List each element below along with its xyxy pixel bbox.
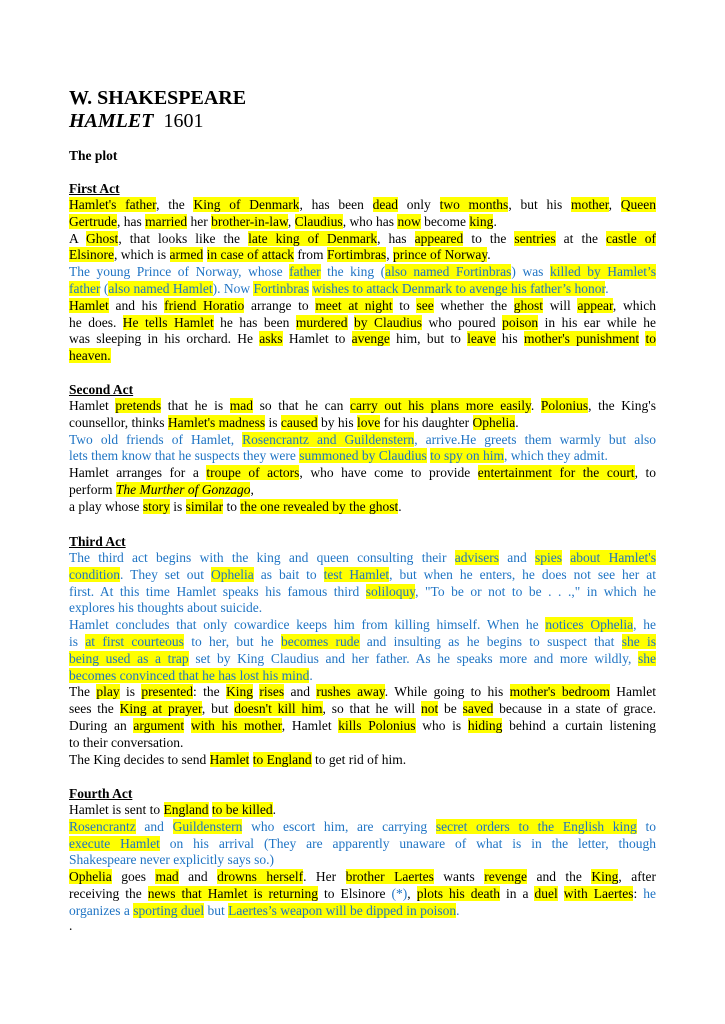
- act-heading: First Act: [69, 181, 120, 196]
- text-segment: , has been: [299, 197, 373, 212]
- highlighted-phrase: Claudius: [294, 213, 343, 229]
- text-segment: be: [438, 701, 463, 717]
- highlighted-phrase: mother's punishment: [523, 331, 640, 347]
- text-segment: , the: [156, 197, 194, 212]
- act-heading: Third Act: [69, 534, 126, 549]
- highlighted-phrase: summoned by Claudius: [299, 448, 427, 464]
- text-line: [69, 802, 656, 819]
- highlighted-phrase: Ghost: [86, 230, 119, 246]
- highlighted-phrase: kills Polonius: [338, 718, 416, 733]
- highlighted-phrase: Ophelia: [69, 869, 112, 885]
- text-segment: Two old friends of Hamlet,: [69, 431, 243, 447]
- text-line: [69, 617, 656, 634]
- text-segment: During an: [69, 718, 134, 733]
- text-segment: , who have come to provide: [299, 465, 478, 481]
- highlighted-phrase: King: [591, 869, 619, 885]
- text-segment: , who has: [342, 213, 398, 229]
- text-segment: he: [643, 886, 656, 901]
- highlighted-phrase: married: [145, 213, 188, 229]
- text-segment: explores his thoughts about suicide.: [69, 600, 263, 616]
- highlighted-phrase: Elsinore: [69, 247, 114, 263]
- text-segment: , but his: [508, 197, 571, 212]
- text-segment: , he: [633, 617, 656, 633]
- text-segment: (*): [391, 886, 408, 901]
- text-segment: and insulting as he begins to suspect that: [359, 634, 622, 649]
- text-segment: as bait to: [253, 566, 324, 582]
- text-segment: was sleeping in his orchard. He: [69, 331, 260, 347]
- text-segment: but: [204, 902, 229, 918]
- text-segment: . Her: [303, 869, 346, 885]
- text-segment: from: [293, 247, 327, 263]
- highlighted-phrase: about Hamlet's: [570, 550, 656, 565]
- text-line: [69, 869, 656, 886]
- text-line: [69, 735, 656, 752]
- highlighted-phrase: to England: [252, 751, 312, 767]
- highlighted-phrase: heaven.: [69, 348, 111, 364]
- text-line: [69, 584, 656, 601]
- text-segment: whether the: [433, 297, 514, 313]
- text-line: [69, 668, 656, 685]
- text-line: [69, 852, 656, 869]
- text-line: [69, 752, 656, 769]
- highlighted-phrase: Fortimbras: [326, 247, 387, 263]
- text-line: [69, 684, 656, 701]
- highlighted-phrase: soliloquy: [365, 583, 416, 599]
- play-year: 1601: [163, 110, 204, 132]
- text-segment: , after: [618, 869, 656, 885]
- text-segment: , has: [377, 230, 415, 246]
- highlighted-phrase: brother-in-law: [211, 213, 288, 229]
- highlighted-phrase: execute Hamlet: [69, 835, 160, 851]
- text-segment: ,: [250, 482, 254, 497]
- text-segment: , so that he will: [322, 701, 421, 717]
- highlighted-phrase: Polonius: [540, 398, 589, 413]
- text-line: [69, 600, 656, 617]
- highlighted-phrase: Rosencrantz and Guildenstern: [242, 431, 415, 447]
- text-line: [69, 836, 656, 853]
- highlighted-phrase: becomes rude: [280, 634, 360, 649]
- text-segment: to her, but he: [183, 634, 281, 649]
- highlighted-phrase: love: [357, 414, 381, 430]
- highlighted-phrase: Fortinbras: [253, 281, 309, 296]
- text-segment: to Elsinore: [318, 886, 392, 901]
- text-segment: will: [543, 297, 578, 313]
- text-line: [69, 718, 656, 735]
- text-segment: wants: [433, 869, 485, 885]
- text-segment: (: [100, 281, 109, 296]
- text-line: [69, 281, 656, 298]
- text-line: [69, 432, 656, 449]
- text-segment: him, but to: [389, 331, 468, 347]
- highlighted-phrase: appeared: [414, 230, 464, 246]
- highlighted-phrase: ghost: [513, 297, 544, 313]
- text-line: [69, 482, 656, 499]
- text-line: [69, 214, 656, 231]
- highlighted-phrase: to: [645, 331, 656, 347]
- highlighted-phrase: by Claudius: [354, 314, 422, 330]
- highlighted-phrase: late king of Denmark: [248, 230, 378, 246]
- plot-heading: The plot: [69, 148, 118, 163]
- highlighted-phrase: poison: [502, 314, 539, 330]
- text-segment: :: [633, 886, 644, 901]
- highlighted-phrase: with Laertes: [563, 886, 634, 901]
- text-segment: in his ear while he: [538, 314, 656, 330]
- highlighted-phrase: sentries: [514, 230, 556, 246]
- text-segment: his: [495, 331, 524, 347]
- text-segment: Shakespeare never explicitly says so.): [69, 852, 275, 868]
- text-segment: , that looks like the: [118, 230, 249, 246]
- highlighted-phrase: father: [69, 281, 101, 296]
- highlighted-phrase: avenge: [351, 331, 390, 347]
- highlighted-phrase: sporting duel: [133, 902, 205, 918]
- text-segment: who escort him, are carrying: [242, 818, 436, 834]
- highlighted-phrase: asks: [259, 331, 283, 347]
- highlighted-phrase: pretends: [115, 398, 162, 413]
- text-segment: he has been: [213, 314, 296, 330]
- highlighted-phrase: He tells Hamlet: [122, 314, 214, 330]
- highlighted-phrase: entertainment for the court: [477, 465, 635, 481]
- text-segment: , has: [116, 213, 146, 229]
- highlighted-phrase: to spy on him: [430, 448, 504, 464]
- text-segment: to the: [463, 230, 515, 246]
- highlighted-phrase: Ophelia: [211, 566, 254, 582]
- highlighted-phrase: England: [163, 802, 209, 817]
- highlighted-phrase: presented: [141, 684, 194, 700]
- highlighted-phrase: Hamlet's father: [69, 197, 157, 212]
- text-line: [69, 465, 656, 482]
- highlighted-phrase: leave: [467, 331, 496, 347]
- text-line: [69, 231, 656, 248]
- text-segment: , which is: [114, 247, 170, 263]
- text-segment: only: [398, 197, 440, 212]
- text-segment: at the: [555, 230, 606, 246]
- highlighted-phrase: see: [416, 297, 434, 313]
- highlighted-phrase: King at prayer: [119, 701, 202, 717]
- text-segment: to get rid of him.: [311, 751, 407, 767]
- text-segment: , but: [201, 701, 235, 717]
- text-segment: Hamlet: [609, 684, 656, 700]
- text-segment: , which: [612, 297, 656, 313]
- highlighted-phrase: at first courteous: [85, 634, 184, 649]
- text-segment: to their conversation.: [69, 734, 184, 750]
- text-segment: receiving the: [69, 886, 148, 901]
- highlighted-phrase: brother Laertes: [345, 869, 434, 885]
- text-line: [69, 651, 656, 668]
- highlighted-phrase: King of Denmark: [193, 197, 300, 212]
- text-line: [69, 634, 656, 651]
- text-segment: , to: [634, 465, 656, 481]
- text-segment: , the King's: [588, 398, 656, 413]
- highlighted-phrase: story: [142, 498, 170, 514]
- highlighted-phrase: duel: [534, 886, 558, 901]
- highlighted-phrase: saved: [462, 701, 494, 717]
- text-segment: ) was: [511, 264, 550, 280]
- text-segment: .: [487, 247, 491, 263]
- text-segment: so that he can: [252, 398, 350, 413]
- text-segment: behind a curtain listening: [502, 718, 656, 733]
- text-segment: and: [498, 550, 536, 565]
- highlighted-phrase: Hamlet's madness: [167, 414, 266, 430]
- text-line: [69, 348, 656, 365]
- highlighted-phrase: becomes convinced that he has lost his mind: [69, 667, 310, 683]
- highlighted-phrase: murdered: [295, 314, 348, 330]
- text-segment: . While going to his: [384, 684, 510, 700]
- text-segment: organizes a: [69, 902, 134, 918]
- highlighted-phrase: dead: [372, 197, 399, 212]
- text-segment: lets them know that he suspects they were: [69, 448, 300, 464]
- highlighted-phrase: father: [289, 264, 321, 280]
- text-line: [69, 264, 656, 281]
- text-segment: because in a state of grace.: [493, 701, 656, 717]
- highlighted-phrase: carry out his plans more easily: [349, 398, 531, 413]
- highlighted-phrase: King: [226, 684, 253, 700]
- highlighted-phrase: being used as a trap: [69, 650, 189, 666]
- text-segment: Hamlet: [69, 398, 116, 413]
- highlighted-phrase: spies: [535, 550, 563, 565]
- highlighted-phrase: Gertrude: [69, 213, 117, 229]
- text-segment: by his: [317, 414, 358, 430]
- highlighted-phrase: mother's bedroom: [509, 684, 610, 700]
- text-segment: that he is: [161, 398, 230, 413]
- highlighted-phrase: meet at night: [315, 297, 393, 313]
- act-heading: Fourth Act: [69, 786, 133, 801]
- text-segment: in a: [499, 886, 535, 901]
- text-segment: on his arrival (They are apparently unaware of what is in the letter, though: [159, 835, 656, 851]
- text-segment: The: [69, 684, 97, 700]
- text-segment: to: [223, 498, 241, 514]
- highlighted-phrase: test Hamlet: [323, 566, 390, 582]
- text-segment: first. At this time Hamlet speaks his famous third: [69, 583, 366, 599]
- text-segment: .: [398, 498, 402, 514]
- highlighted-phrase: drowns herself: [217, 869, 304, 885]
- text-segment: .: [272, 802, 276, 817]
- text-segment: The King decides to send: [69, 751, 210, 767]
- highlighted-phrase: armed: [169, 247, 204, 263]
- text-segment: and: [178, 869, 218, 885]
- text-segment: Hamlet is sent to: [69, 802, 164, 817]
- highlighted-phrase: play: [96, 684, 120, 700]
- text-segment: and: [135, 818, 173, 834]
- highlighted-phrase: troupe of actors: [206, 465, 300, 481]
- highlighted-phrase: caused: [280, 414, 318, 430]
- text-segment: goes: [111, 869, 156, 885]
- text-segment: counsellor, thinks: [69, 414, 168, 430]
- text-segment: , "To be or not to be . . .," in which he: [415, 583, 656, 599]
- highlighted-phrase: advisers: [454, 550, 499, 565]
- text-segment: .: [605, 281, 609, 296]
- highlighted-phrase: Ophelia: [472, 414, 516, 430]
- text-segment: . They set out: [120, 566, 212, 582]
- text-segment: , arrive.He greets them warmly but also: [414, 431, 656, 447]
- text-segment: who is: [415, 718, 468, 733]
- highlighted-phrase: friend Horatio: [164, 297, 245, 313]
- text-segment: who poured: [421, 314, 503, 330]
- text-line: [69, 415, 656, 432]
- highlighted-phrase: news that Hamlet is returning: [147, 886, 319, 901]
- title-heading: [69, 110, 203, 132]
- text-segment: to: [636, 818, 656, 834]
- highlighted-phrase: condition: [69, 566, 120, 582]
- highlighted-phrase: argument: [133, 718, 185, 733]
- text-segment: and his: [108, 297, 165, 313]
- text-segment: and the: [527, 869, 592, 885]
- highlighted-phrase: secret orders to the English king: [435, 818, 637, 834]
- highlighted-phrase: mad: [155, 869, 179, 885]
- text-segment: , but when he enters, he does not see her at: [389, 566, 656, 582]
- text-segment: .: [456, 902, 460, 918]
- highlighted-phrase: The Murther of Gonzago: [115, 482, 251, 497]
- act-heading: Second Act: [69, 382, 134, 397]
- text-segment: .: [493, 213, 497, 229]
- play-title: HAMLET: [69, 110, 154, 132]
- text-segment: is: [169, 498, 186, 514]
- text-segment: [558, 886, 564, 901]
- highlighted-phrase: Queen: [620, 197, 657, 212]
- text-segment: .: [515, 414, 519, 430]
- highlighted-phrase: Guildenstern: [172, 818, 243, 834]
- text-segment: and: [284, 684, 317, 700]
- highlighted-phrase: Laertes’s weapon will be dipped in poison: [228, 902, 457, 918]
- highlighted-phrase: appear: [577, 297, 613, 313]
- text-line: [69, 567, 656, 584]
- highlighted-phrase: wishes to attack Denmark to avenge his father’s honor: [312, 281, 606, 296]
- text-segment: the king (: [320, 264, 386, 280]
- text-line: [69, 398, 656, 415]
- text-segment: become: [420, 213, 470, 229]
- highlighted-phrase: rises: [259, 684, 285, 700]
- highlighted-phrase: killed by Hamlet’s: [549, 264, 656, 280]
- text-segment: a play whose: [69, 498, 143, 514]
- highlighted-phrase: Rosencrantz: [69, 818, 136, 834]
- highlighted-phrase: prince of Norway: [392, 247, 488, 263]
- text-line: [69, 448, 656, 465]
- text-segment: Hamlet to: [282, 331, 352, 347]
- highlighted-phrase: the one revealed by the ghost: [240, 498, 399, 514]
- text-segment: .: [309, 667, 313, 683]
- text-line: [69, 331, 656, 348]
- highlighted-phrase: also named Hamlet: [108, 281, 213, 296]
- text-segment: perform: [69, 482, 116, 497]
- text-segment: is: [265, 414, 281, 430]
- highlighted-phrase: rushes away: [316, 684, 385, 700]
- text-segment: is: [69, 634, 86, 649]
- text-segment: her: [187, 213, 212, 229]
- text-segment: Hamlet arranges for a: [69, 465, 207, 481]
- text-segment: is: [119, 684, 142, 700]
- text-segment: The third act begins with the king and queen consulting their: [69, 550, 455, 565]
- text-line: [69, 197, 656, 214]
- text-segment: ,: [407, 886, 417, 901]
- text-line: [69, 298, 656, 315]
- highlighted-phrase: not: [420, 701, 439, 717]
- text-segment: ,: [608, 197, 621, 212]
- highlighted-phrase: Hamlet: [69, 297, 109, 313]
- text-line: [69, 315, 656, 332]
- text-segment: The young Prince of Norway, whose: [69, 264, 290, 280]
- highlighted-phrase: in case of attack: [206, 247, 294, 263]
- highlighted-phrase: plots his death: [416, 886, 500, 901]
- highlighted-phrase: mother: [570, 197, 609, 212]
- text-segment: he does.: [69, 314, 123, 330]
- text-segment: A: [69, 230, 87, 246]
- text-segment: [184, 718, 191, 733]
- highlighted-phrase: also named Fortinbras: [385, 264, 512, 280]
- highlighted-phrase: notices Ophelia: [545, 617, 634, 633]
- highlighted-phrase: castle of: [605, 230, 656, 246]
- text-segment: ,: [287, 213, 295, 229]
- text-segment: to: [392, 297, 417, 313]
- highlighted-phrase: now: [397, 213, 421, 229]
- text-segment: : the: [193, 684, 226, 700]
- highlighted-phrase: with his mother: [190, 718, 282, 733]
- text-line: [69, 550, 656, 567]
- highlighted-phrase: hiding: [467, 718, 503, 733]
- text-segment: sees the: [69, 701, 120, 717]
- text-line: [69, 886, 656, 903]
- highlighted-phrase: revenge: [484, 869, 527, 885]
- highlighted-phrase: king: [469, 213, 494, 229]
- highlighted-phrase: to be killed: [211, 802, 273, 817]
- highlighted-phrase: mad: [229, 398, 253, 413]
- highlighted-phrase: Hamlet: [209, 751, 250, 767]
- text-segment: for his daughter: [380, 414, 473, 430]
- highlighted-phrase: two months: [439, 197, 509, 212]
- author-heading: W. SHAKESPEARE: [69, 87, 247, 109]
- text-segment: ,: [386, 247, 393, 263]
- text-segment: Hamlet concludes that only cowardice keeps him from killing himself. When he: [69, 617, 546, 633]
- highlighted-phrase: she: [638, 650, 657, 666]
- highlighted-phrase: similar: [185, 498, 224, 514]
- text-segment: set by King Claudius and her father. As he speaks more and more wildly,: [188, 650, 639, 666]
- text-segment: arrange to: [244, 297, 316, 313]
- text-line: [69, 499, 656, 516]
- trailing-mark: .: [69, 918, 73, 933]
- highlighted-phrase: doesn't kill him: [234, 701, 323, 717]
- text-line: [69, 247, 656, 264]
- text-line: [69, 819, 656, 836]
- text-segment: , Hamlet: [281, 718, 339, 733]
- highlighted-phrase: she is: [621, 634, 656, 649]
- text-segment: .: [530, 398, 541, 413]
- text-line: [69, 701, 656, 718]
- text-segment: ). Now: [212, 281, 254, 296]
- text-segment: , which they admit.: [503, 448, 608, 464]
